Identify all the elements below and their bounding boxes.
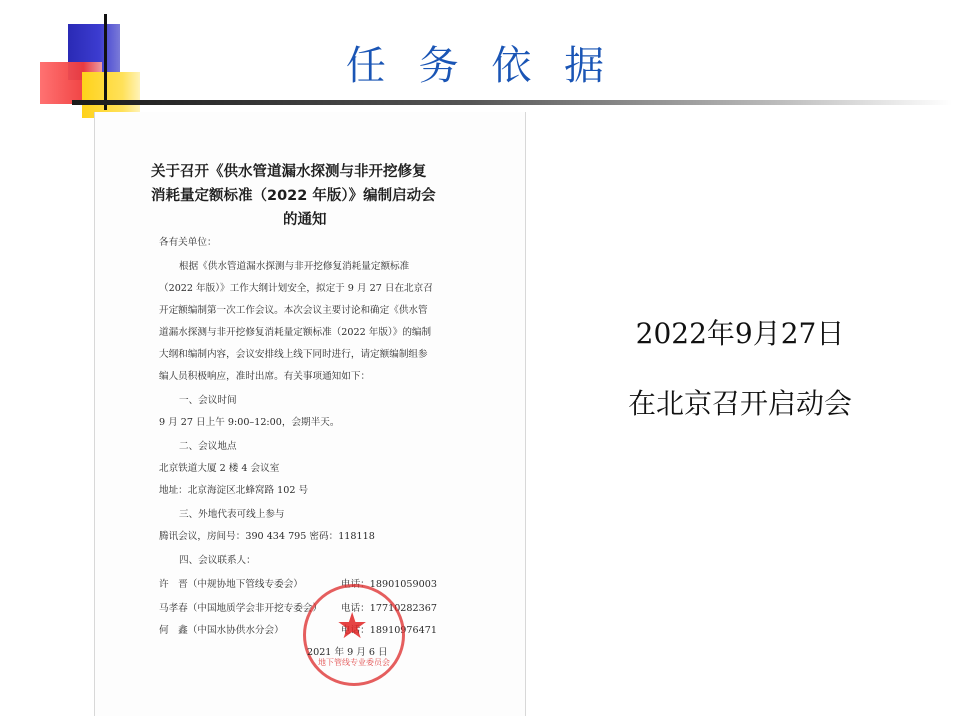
doc-section-title: 三、外地代表可线上参与 [179,509,285,520]
title-underline [72,100,952,105]
doc-body-line: 大纲和编制内容，会议安排线上线下同时进行，请定额编制组参 [159,349,428,360]
seal-star-icon: ★ [336,606,369,647]
contact-phone: 电话：17710282367 [341,603,437,614]
doc-section-line: 腾讯会议，房间号：390 434 795 密码：118118 [159,531,375,542]
doc-section-title: 一、会议时间 [179,395,237,406]
meeting-date: 2022年9月27日 [635,317,845,350]
contact-name: 何 鑫（中国水协供水分会） [159,625,284,636]
meeting-event: 在北京召开启动会 [627,387,852,420]
doc-body-line: 开定额编制第一次工作会议。本次会议主要讨论和确定《供水管 [159,305,428,316]
doc-section-title: 四、会议联系人： [179,555,256,566]
doc-section-title: 二、会议地点 [179,441,237,452]
doc-body-line: 根据《供水管道漏水探测与非开挖修复消耗量定额标准 [179,261,410,272]
doc-salutation: 各有关单位： [159,237,217,248]
contact-name: 马孝春（中国地质学会非开挖专委会） [159,603,323,614]
doc-body-line: 编人员积极响应，准时出席。有关事项通知如下： [159,371,371,382]
contact-phone: 电话：18910976471 [341,625,437,636]
decor-vertical-line [104,14,107,110]
red-seal-stamp [303,584,405,686]
doc-section-line: 北京铁道大厦 2 楼 4 会议室 [159,463,280,474]
doc-heading-line-2: 消耗量定额标准（2022 年版）》编制启动会 [151,188,436,204]
doc-heading-line-3: 的通知 [283,212,327,228]
doc-section-line: 9 月 27 日上午 9:00–12:00，会期半天。 [159,417,340,428]
doc-section-line: 地址：北京海淀区北蜂窝路 102 号 [159,485,309,496]
notice-document-image [94,112,526,716]
doc-sign-date: 2021 年 9 月 6 日 [307,647,388,658]
seal-text: 地下管线专业委员会 [318,658,390,667]
doc-body-line: 道漏水探测与非开挖修复消耗量定额标准（2022 年版）》的编制 [159,327,432,338]
contact-name: 许 晋（中规协地下管线专委会） [159,579,303,590]
doc-heading-line-1: 关于召开《供水管道漏水探测与非开挖修复 [151,164,427,180]
doc-body-line: （2022 年版）》工作大纲计划安全，拟定于 9 月 27 日在北京召 [159,283,433,294]
contact-phone: 电话：18901059003 [341,579,437,590]
slide-title: 任 务 依 据 [345,43,615,89]
